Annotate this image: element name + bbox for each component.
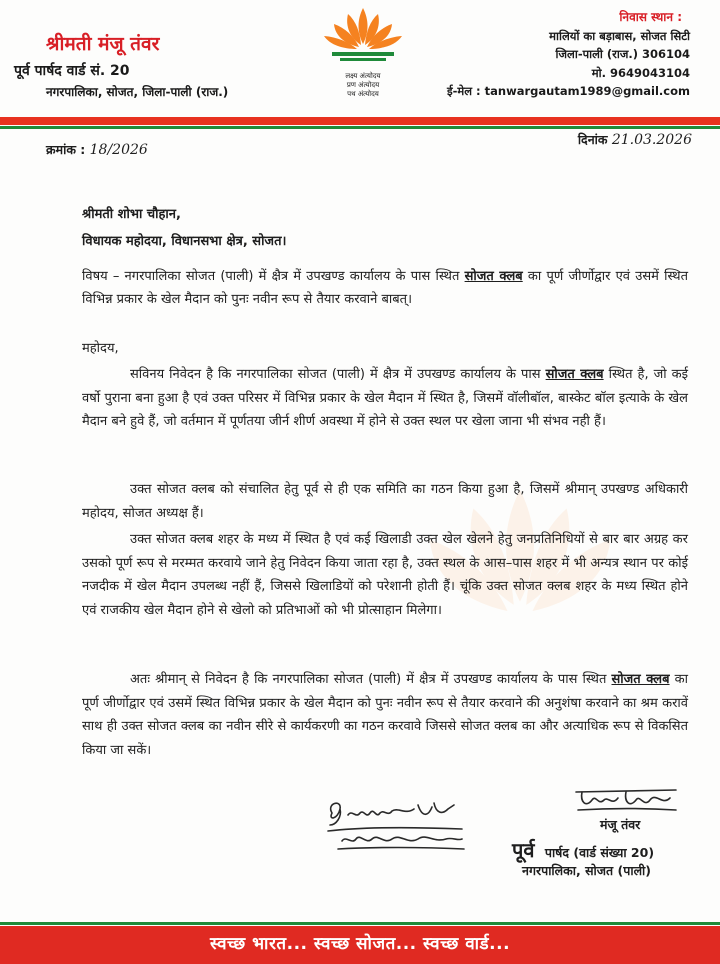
body-paragraph-4 — [82, 668, 688, 762]
motto-line: लक्ष्य अंत्योदय — [345, 72, 381, 80]
sender-name: श्रीमती मंजू तंवर — [46, 33, 160, 55]
residence-title: निवास स्थान : — [619, 10, 682, 24]
signatory-name: मंजू तंवर — [600, 817, 641, 832]
residence-address-line: मालियों का बड़ाबास, सोजत सिटी — [549, 29, 690, 43]
footer-slogan: स्वच्छ भारत... स्वच्छ सोजत... स्वच्छ वार्ड... — [209, 934, 511, 954]
motto-line: प्रण अंत्योदय — [346, 81, 380, 89]
paragraph-text: अतः श्रीमान् से निवेदन है कि नगरपालिका सोजत (पाली) में क्षैत्र में उपखण्ड कार्यालय के पास स्थित — [130, 672, 612, 687]
subject-highlight: सोजत क्लब — [464, 269, 523, 284]
subject-line — [82, 265, 688, 311]
sender-post: पूर्व पार्षद वार्ड सं. 20 — [14, 63, 130, 79]
date-label: दिनांक — [577, 132, 608, 147]
addressee-name: श्रीमती शोभा चौहान, — [82, 207, 181, 222]
residence-email: ई-मेल : tanwargautam1989@gmail.com — [446, 84, 690, 98]
paragraph-text: सविनय निवेदन है कि नगरपालिका सोजत (पाली) में क्षैत्र में उपखण्ड कार्यालय के पास — [130, 367, 546, 382]
signatory-office: नगरपालिका, सोजत (पाली) — [522, 863, 651, 878]
paragraph-text: स्थित है, जो कई वर्षो पुराना बना हुआ है एवं उक्त परिसर में विभिन्न प्रकार के खेल मैदान में स्थित है, जिसमें वॉलीबॉल, बास्केट बॉल इत्याके के खेल मैदान बने हुवे हैं, जो वर्तमान में पूर्णतया जीर्न शीर्ण अवस्था में होने से उक्त स्थल पर खेला जाना भी संभव नही हैं। — [82, 367, 689, 429]
header-band-red — [0, 117, 720, 125]
handwritten-signature-left — [322, 795, 472, 855]
reference-label: क्रमांक : — [46, 142, 86, 157]
party-motto — [318, 72, 408, 99]
body-paragraph-1 — [82, 363, 688, 434]
letter-date — [578, 131, 692, 148]
addressee-designation: विधायक महोदया, विधानसभा क्षेत्र, सोजत। — [82, 234, 287, 249]
handwritten-signature-right — [572, 784, 682, 814]
signatory-post-prefix: पूर्व — [512, 838, 535, 862]
signatory-post — [512, 836, 654, 863]
body-paragraph-3: उक्त सोजत क्लब शहर के मध्य में स्थित है एवं कई खिलाडी उक्त खेल खेलने हेतु जनप्रतिनिधियों से बार बार अग्रह कर उसको पूर्ण रूप से मरम्मत करवाये जाने हेतु निवेदन किया जाता रहा है, उक्त स्थल के आस–पास शहर में भी अन्यत्र स्थान पर कोई नजदीक में खेल मैदान उपलब्ध नहीं हैं, जिससे खिलाडियों को परेशानी होती हैं। चूंकि उक्त सोजत क्लब शहर के मध्य स्थित होने एवं राजकीय खेल मैदान होने से खेलो को प्रतिभाओं को भी प्रोत्साहान मिलेगा। — [82, 532, 688, 618]
paragraph-highlight: सोजत क्लब — [545, 367, 604, 382]
sender-office: नगरपालिका, सोजत, जिला-पाली (राज.) — [46, 85, 229, 99]
subject-text: विषय – नगरपालिका सोजत (पाली) में क्षैत्र में उपखण्ड कार्यालय के पास स्थित — [82, 269, 465, 284]
signatory-post-text: पार्षद (वार्ड संख्या 20) — [544, 845, 655, 860]
residence-mobile: मो. 9649043104 — [591, 66, 690, 80]
motto-line: पथ अंत्योदय — [347, 90, 379, 98]
reference-number — [46, 141, 148, 158]
footer-band-green — [0, 922, 720, 925]
subject-text: का पूर्ण जीर्णोद्वार एवं उसमें स्थित विभिन्न प्रकार के खेल मैदान को पुनः नवीन रूप से तैयार करवाने बाबत्। — [82, 269, 689, 307]
residence-district-line: जिला-पाली (राज.) 306104 — [555, 47, 690, 61]
paragraph-text: का पूर्ण जीर्णोद्वार एवं उसमें स्थित विभिन्न प्रकार के खेल मैदान को पुनः नवीन रूप से तैयार करवाने की अनुशंषा करवाने का श्रम करावें साथ ही उक्त सोजत क्लब का नवीन सीरे से कार्यकरणी का गठन करवावे जिससे सोजत क्लब का और अत्याधिक रूप से विकसित किया जा सकें। — [82, 672, 689, 758]
salutation: महोदय, — [82, 341, 119, 356]
reference-value: 18/2026 — [89, 142, 148, 158]
paragraph-highlight: सोजत क्लब — [611, 672, 670, 687]
body-paragraph-2: उक्त सोजत क्लब को संचालित हेतु पूर्व से ही एक समिति का गठन किया हुआ है, जिसमें श्रीमान् उपखण्ड अधिकारी महोदय, सोजत अध्यक्ष हैं। — [82, 482, 688, 521]
header-band-green — [0, 126, 720, 129]
lotus-logo-icon — [318, 6, 408, 68]
date-value: 21.03.2026 — [611, 132, 692, 148]
